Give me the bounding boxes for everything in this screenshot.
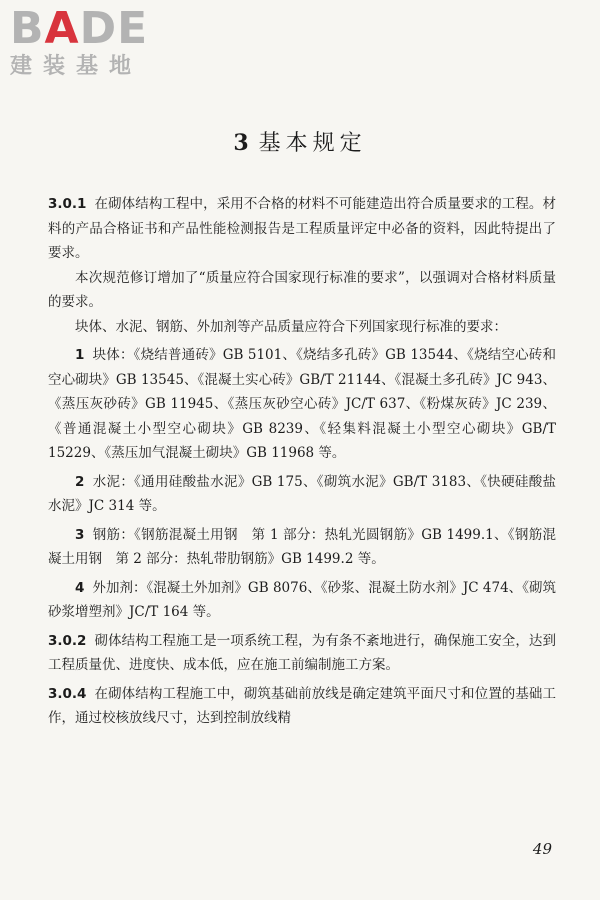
clause-paragraph <box>48 192 556 266</box>
clause-text: 砌体结构工程施工是一项系统工程，为有条不紊地进行，确保施工安全，达到工程质量优、进度快、成本低，应在施工前编制施工方案。 <box>48 632 556 673</box>
logo-letter-a: A <box>44 3 80 54</box>
clause-text: 在砌体结构工程中，采用不合格的材料不可能建造出符合质量要求的工程。材料的产品合格证书和产品性能检测报告是工程质量评定中必备的资料，因此特提出了要求。 <box>48 196 556 261</box>
chapter-number: 3 <box>233 130 249 156</box>
item-text: 块体：《烧结普通砖》GB 5101、《烧结多孔砖》GB 13544、《烧结空心砖和空心砌块》GB 13545、《混凝土实心砖》GB/T 21144、《混凝土多孔砖》JC 943、《蒸压灰砂砖》GB 11945、《蒸压灰砂空心砖》JC/T 637、《粉煤灰砖》JC 239、《普通混凝土小型空心砌块》GB 8239、《轻集料混凝土小型空心砌块》GB/T 15229、《蒸压加气混凝土砌块》GB 11968 等。 <box>48 347 556 461</box>
clause-number: 3.0.1 <box>48 196 87 212</box>
bade-logo <box>10 3 180 80</box>
item-number: 4 <box>75 579 85 596</box>
list-item <box>48 470 556 519</box>
list-item <box>48 576 556 625</box>
item-text: 水泥：《通用硅酸盐水泥》GB 175、《砌筑水泥》GB/T 3183、《快硬硅酸盐水泥》JC 314 等。 <box>48 473 556 514</box>
logo-letter-b: B <box>10 3 45 54</box>
item-number: 2 <box>75 473 85 490</box>
item-text: 外加剂：《混凝土外加剂》GB 8076、《砂浆、混凝土防水剂》JC 474、《砌筑砂浆增塑剂》JC/T 164 等。 <box>48 579 556 620</box>
chapter-title <box>0 128 600 159</box>
list-item <box>48 343 556 466</box>
clause-number: 3.0.2 <box>48 632 87 649</box>
logo-letters-de: DE <box>79 3 149 54</box>
item-number: 3 <box>75 526 85 543</box>
body-content <box>48 192 556 731</box>
body-paragraph <box>48 266 556 315</box>
list-item <box>48 523 556 572</box>
clause-number: 3.0.4 <box>48 685 87 702</box>
item-text: 钢筋：《钢筋混凝土用钢 第 1 部分：热轧光圆钢筋》GB 1499.1、《钢筋混凝土用钢 第 2 部分：热轧带肋钢筋》GB 1499.2 等。 <box>48 526 556 567</box>
chapter-title-text: 基本规定 <box>258 131 367 156</box>
body-paragraph <box>48 315 556 340</box>
item-number: 1 <box>75 347 85 363</box>
logo-subtitle: 建装基地 <box>10 54 143 79</box>
logo-wordmark <box>10 3 180 54</box>
clause-paragraph <box>48 629 556 678</box>
paragraph-text: 块体、水泥、钢筋、外加剂等产品质量应符合下列国家现行标准的要求： <box>75 318 507 335</box>
clause-paragraph <box>48 682 556 731</box>
clause-text: 在砌体结构工程施工中，砌筑基础前放线是确定建筑平面尺寸和位置的基础工作，通过校核放线尺寸，达到控制放线精 <box>48 685 556 726</box>
paragraph-text: 本次规范修订增加了“质量应符合国家现行标准的要求”，以强调对合格材料质量的要求。 <box>48 269 556 310</box>
page-number: 49 <box>532 840 552 858</box>
